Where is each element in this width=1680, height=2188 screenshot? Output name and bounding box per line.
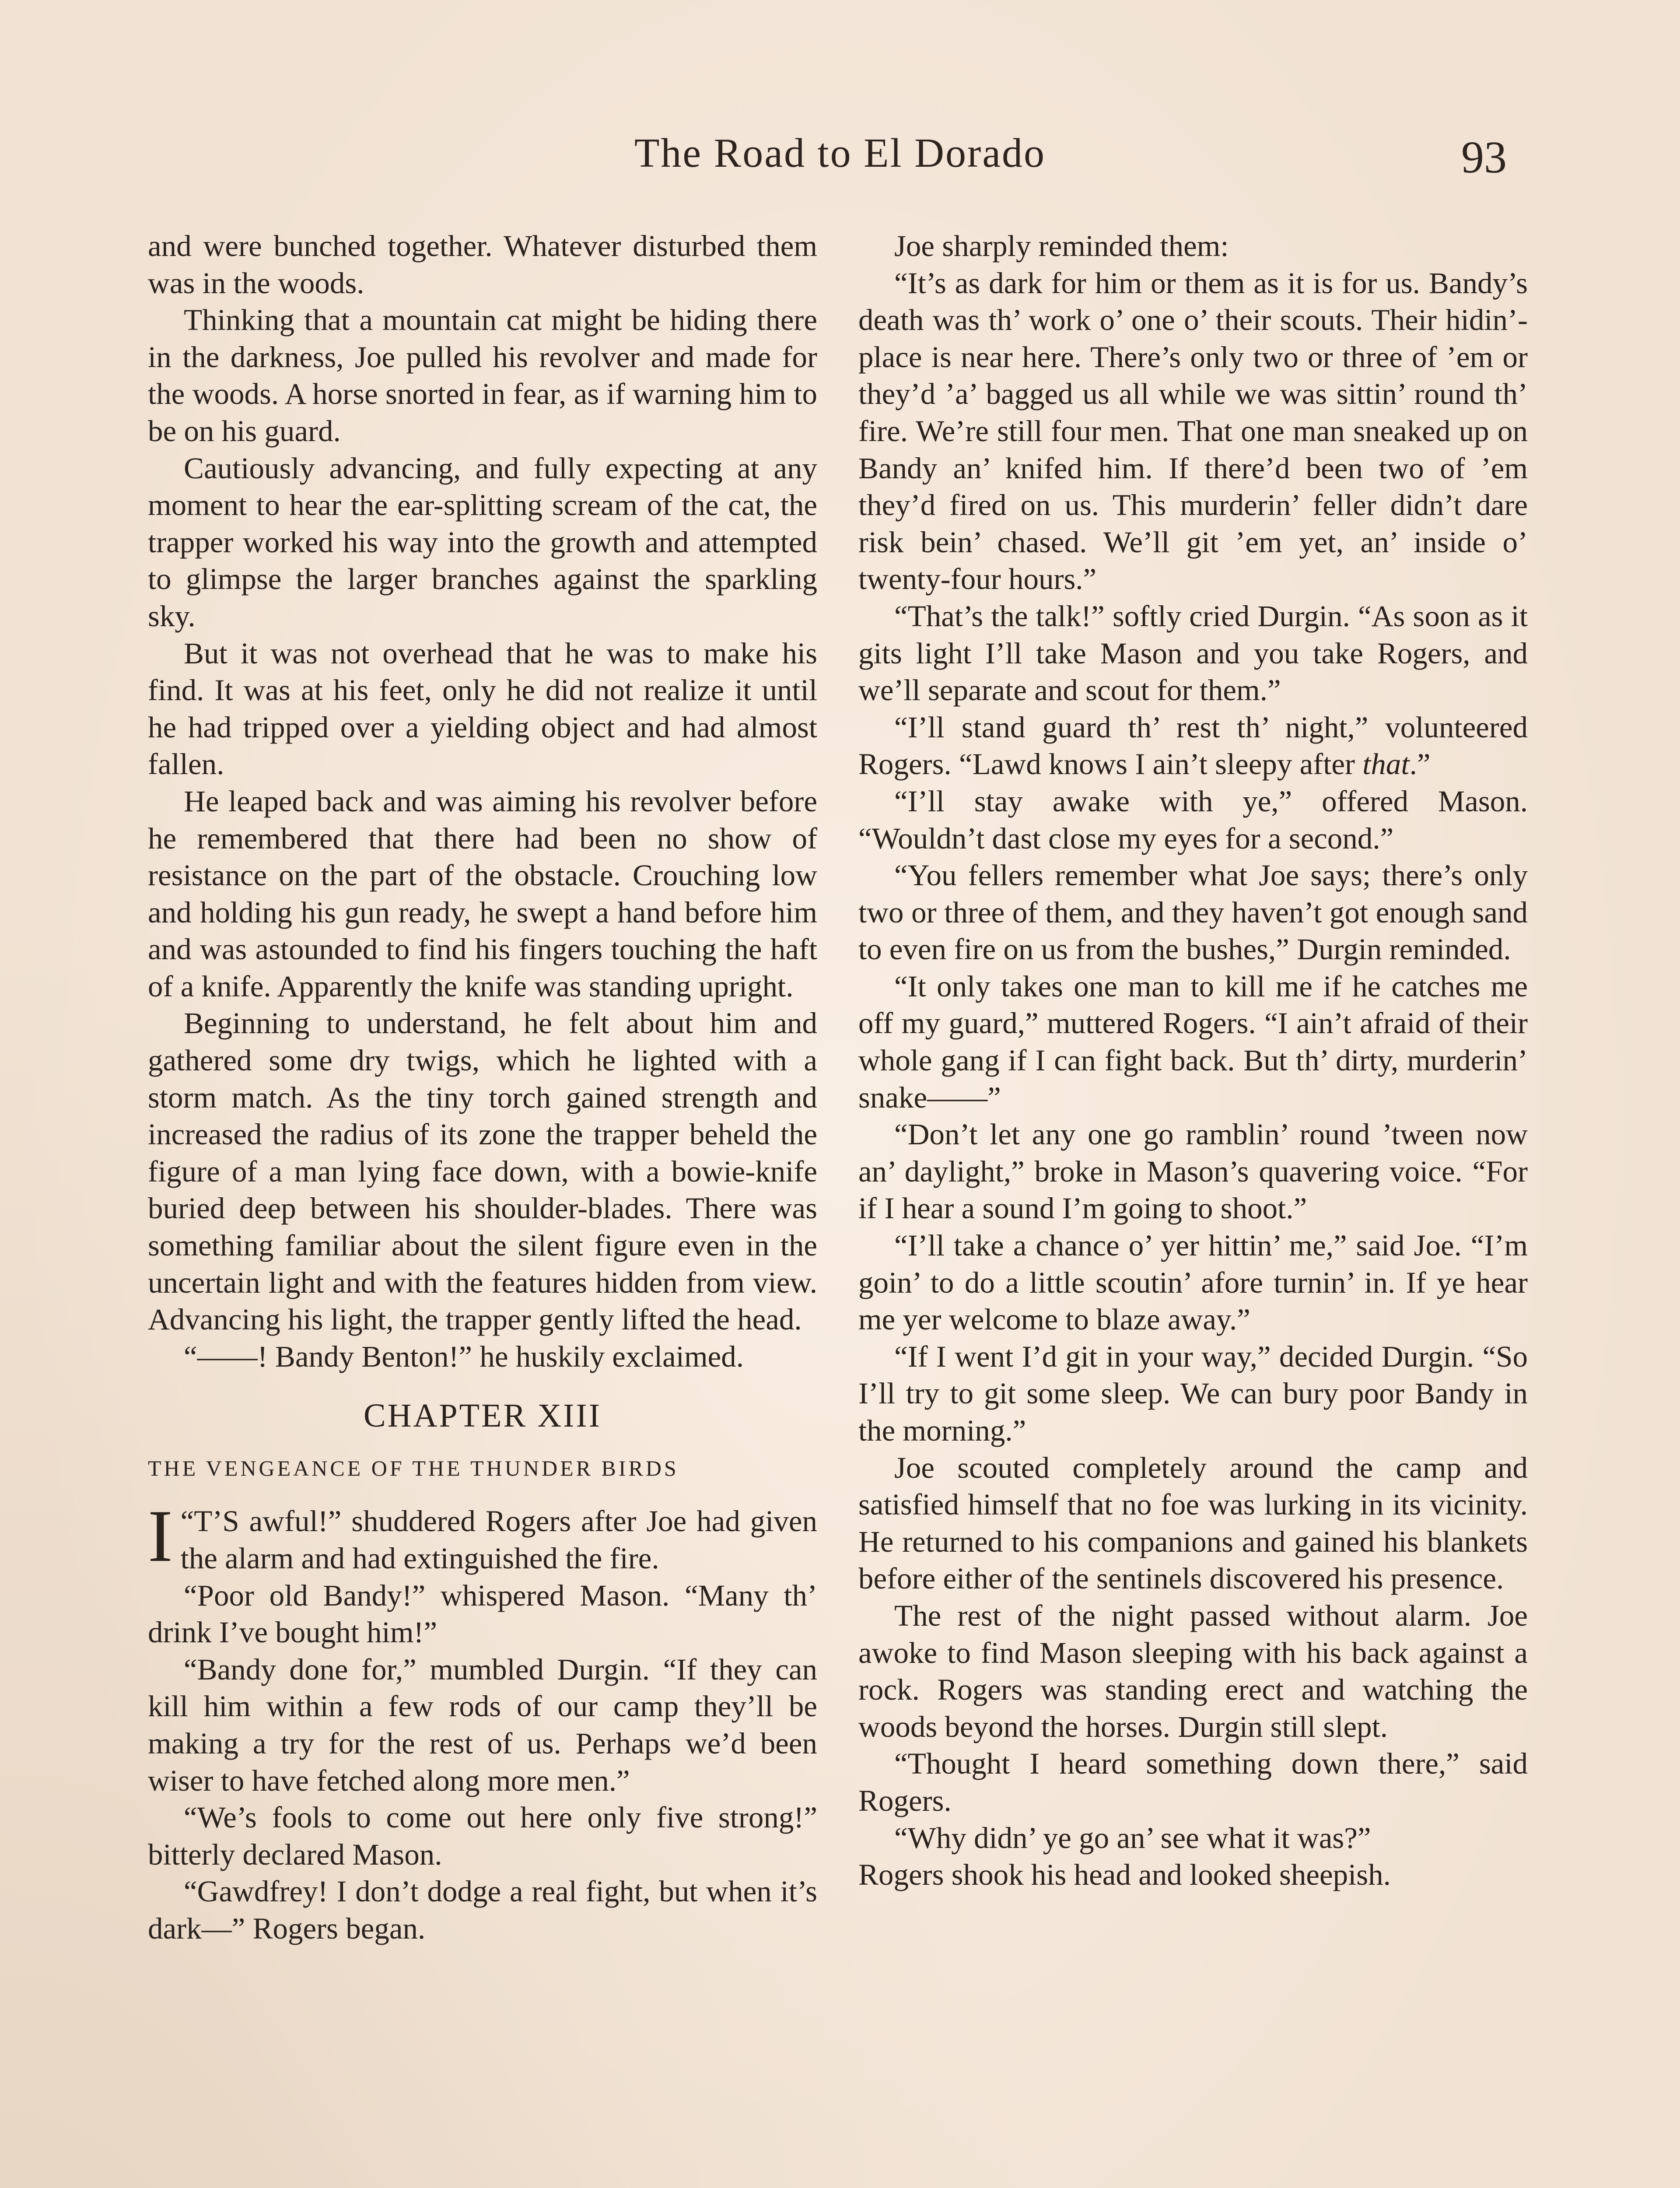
paragraph: “That’s the talk!” softly cried Durgin. “As soon as it gits light I’ll take Mason and you take Rogers, and we’ll separate and scout for them.” xyxy=(858,599,1528,707)
paragraph: “——! Bandy Benton!” he huskily exclaimed. xyxy=(184,1339,744,1373)
opening-quote: “ xyxy=(180,1504,194,1538)
paragraph: “Bandy done for,” mumbled Durgin. “If they can kill him within a few rods of our camp they’ll be making a try for the rest of us. Perhaps we’d been wiser to have fetched along more men.” xyxy=(148,1652,817,1797)
drop-cap: I xyxy=(148,1495,173,1578)
paragraph: “Gawdfrey! I don’t dodge a real fight, but when it’s dark—” Rogers began. xyxy=(148,1875,817,1945)
paragraph-text: .” xyxy=(1409,747,1431,781)
paragraph: Thinking that a mountain cat might be hiding there in the darkness, Joe pulled his revolver and made for the woods. A horse snorted in fear, as if warning him to be on his guard. xyxy=(148,303,817,448)
paragraph: Rogers shook his head and looked sheepish. xyxy=(858,1858,1391,1892)
running-title: The Road to El Dorado xyxy=(634,130,1046,176)
paragraph: “If I went I’d git in your way,” decided Durgin. “So I’ll try to git some sleep. We can bury poor Bandy in the morning.” xyxy=(858,1339,1528,1447)
paragraph: “I’ll stay awake with ye,” offered Mason. “Wouldn’t dast close my eyes for a second.” xyxy=(858,784,1528,855)
paragraph: “Thought I heard something down there,” said Rogers. xyxy=(858,1747,1528,1817)
chapter-title: CHAPTER XIII xyxy=(363,1397,602,1434)
paragraph: “It’s as dark for him or them as it is for us. Bandy’s death was th’ work o’ one o’ their scouts. Their hidin’-place is near here. There’s only two or three of ’em or they’d ’a’ bagged us all while we was sittin’ round th’ fire. We’re still four men. That one man sneaked up on Bandy an’ knifed him. If there’d been two of ’em they’d fired on us. This murderin’ feller didn’t dare risk bein’ chased. We’ll git ’em yet, an’ inside o’ twenty-four hours.” xyxy=(858,266,1528,596)
opening-text: T’S awful!” shuddered Rogers after Joe had given the alarm and had extinguished the fire. xyxy=(180,1504,817,1575)
paragraph: “Why didn’ ye go an’ see what it was?” xyxy=(894,1821,1371,1855)
paragraph-text: “I’ll stand guard th’ rest th’ night,” volunteered Rogers. “Lawd knows I ain’t sleepy after xyxy=(858,710,1528,781)
paragraph: But it was not overhead that he was to make his find. It was at his feet, only he did not realize it until he had tripped over a yielding object and had almost fallen. xyxy=(148,636,817,781)
right-column xyxy=(858,228,1528,1893)
paragraph: Beginning to understand, he felt about him and gathered some dry twigs, which he lighted with a storm match. As the tiny torch gained strength and increased the radius of its zone the trapper beheld the figure of a man lying face down, with a bowie-knife buried deep between his shoulder-blades. There was something familiar about the silent figure even in the uncertain light and with the features hidden from view. Advancing his light, the trapper gently lifted the head. xyxy=(148,1006,817,1336)
paragraph: Joe sharply reminded them: xyxy=(894,229,1229,263)
left-column xyxy=(148,228,817,1947)
paragraph: Joe scouted completely around the camp and satisfied himself that no foe was lurking in its vicinity. He returned to his companions and gained his blankets before either of the sentinels discovered his presence. xyxy=(858,1451,1528,1595)
chapter-opening-paragraph xyxy=(148,1495,817,1578)
paragraph: He leaped back and was aiming his revolver before he remembered that there had been no show of resistance on the part of the obstacle. Crouching low and holding his gun ready, he swept a hand before him and was astounded to find his fingers touching the haft of a knife. Apparently the knife was standing upright. xyxy=(148,784,817,1003)
paragraph: “I’ll take a chance o’ yer hittin’ me,” said Joe. “I’m goin’ to do a little scoutin’ afore turnin’ in. If ye hear me yer welcome to blaze away.” xyxy=(858,1229,1528,1336)
paragraph: “It only takes one man to kill me if he catches me off my guard,” muttered Rogers. “I ain’t afraid of their whole gang if I can fight back. But th’ dirty, murderin’ snake——” xyxy=(858,969,1528,1114)
emphasized-word: that xyxy=(1362,747,1410,781)
paragraph: “Don’t let any one go ramblin’ round ’tween now an’ daylight,” broke in Mason’s quavering voice. “For if I hear a sound I’m going to shoot.” xyxy=(858,1118,1528,1225)
paragraph xyxy=(858,709,1528,783)
paragraph: “Poor old Bandy!” whispered Mason. “Many th’ drink I’ve bought him!” xyxy=(148,1578,817,1649)
paragraph: and were bunched together. Whatever disturbed them was in the woods. xyxy=(148,229,817,300)
paragraph: Cautiously advancing, and fully expecting at any moment to hear the ear-splitting scream of the cat, the trapper worked his way into the growth and attempted to glimpse the larger branches against the sparkling sky. xyxy=(148,451,817,633)
page-number: 93 xyxy=(1461,132,1507,182)
chapter-subtitle: THE VENGEANCE OF THE THUNDER BIRDS xyxy=(148,1456,679,1481)
page-header xyxy=(0,130,1680,186)
paragraph: The rest of the night passed without alarm. Joe awoke to find Mason sleeping with his back against a rock. Rogers was standing erect and watching the woods beyond the horses. Durgin still slept. xyxy=(858,1599,1528,1743)
paragraph: “You fellers remember what Joe says; there’s only two or three of them, and they haven’t got enough sand to even fire on us from the bushes,” Durgin reminded. xyxy=(858,859,1528,966)
paragraph: “We’s fools to come out here only five strong!” bitterly declared Mason. xyxy=(148,1801,817,1871)
